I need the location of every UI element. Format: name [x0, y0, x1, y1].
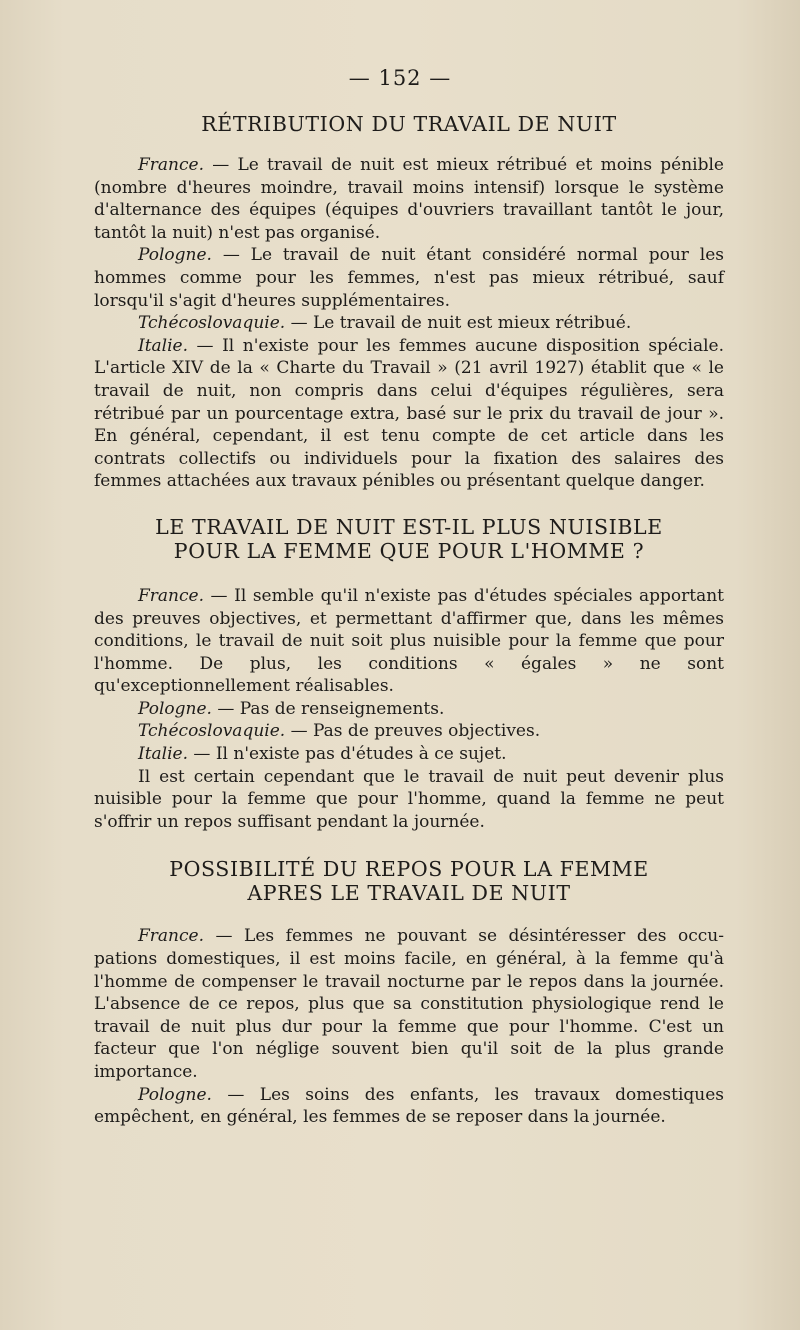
- paragraph-text: — Le travail de nuit est mieux rétribué.: [285, 313, 632, 334]
- heading-retribution: [94, 112, 724, 136]
- paragraph-france-retribution: [94, 154, 724, 244]
- paragraph-text: — Il n'existe pour les femmes aucune disposition spéciale. L'article XIV de la « Charte du Travail » (21 avril 1927) établit que « le travail de nuit, non compris dans celui d'équipes régulières, sera rétribué par un pourcentage extra, basé sur le prix du travail de jour ». En général, cependant, il est tenu compte de cet article dans les contrats collectifs ou individuels pour la fixation des salaires des femmes attachées aux travaux pénibles ou présentant quelque danger.: [94, 335, 724, 492]
- paragraph-text: — Il semble qu'il n'existe pas d'études spéciales apportant des preuves objectives, et permettant d'affirmer que, dans les mêmes conditions, le travail de nuit soit plus nuisible pour la femme que pour l'homme. De plus, les conditions « égales » ne sont qu'exceptionnellement réalisables.: [94, 585, 724, 697]
- paragraph-text: — Le travail de nuit étant considéré normal pour les hommes comme pour les femmes, n'est pas mieux rétribué, sauf lorsqu'il s'agit d'heures supplémentaires.: [94, 245, 724, 311]
- heading-line: POUR LA FEMME QUE POUR L'HOMME ?: [173, 538, 645, 563]
- country-label: Pologne.: [138, 698, 212, 719]
- country-label: Pologne.: [138, 245, 212, 266]
- country-label: France.: [138, 155, 204, 175]
- heading-line: POSSIBILITÉ DU REPOS POUR LA FEMME: [169, 857, 649, 882]
- page-number: — 152 —: [348, 66, 452, 90]
- paragraph-italie-retribution: [94, 335, 724, 493]
- paragraph-tchecoslovaquie-retribution: [94, 312, 724, 335]
- paragraph-text: — Le travail de nuit est mieux rétribué et moins pénible (nombre d'heures moindre, travail moins intensif) lorsque le système d'alternance des équipes (équipes d'ouvriers travaillant tantôt le jour, tantôt la nuit) n'est pas organisé.: [94, 155, 724, 243]
- paragraph-text: — Les soins des enfants, les travaux domestiques empêchent, en général, les femmes de se reposer dans la journée.: [94, 1084, 724, 1128]
- country-label: Italie.: [138, 744, 189, 765]
- paragraph-pologne-retribution: [94, 244, 724, 312]
- paragraph-pologne-nuisible: [94, 698, 724, 721]
- country-label: Pologne.: [138, 1084, 212, 1105]
- heading-line: RÉTRIBUTION DU TRAVAIL DE NUIT: [201, 112, 617, 136]
- country-label: France.: [138, 926, 204, 947]
- country-label: Tchécoslovaquie.: [138, 313, 286, 334]
- heading-repos: [94, 857, 724, 905]
- paragraph-france-repos: [94, 925, 724, 1083]
- heading-line: LE TRAVAIL DE NUIT EST-IL PLUS NUISIBLE: [155, 514, 663, 539]
- paragraph-france-nuisible: [94, 585, 724, 698]
- country-label: Italie.: [138, 335, 189, 356]
- paragraph-text: — Pas de preuves objectives.: [285, 721, 541, 742]
- page-content: [94, 112, 724, 1129]
- country-label: Tchécoslovaquie.: [138, 721, 286, 742]
- paragraph-text: — Il n'existe pas d'études à ce sujet.: [188, 744, 507, 765]
- paragraph-pologne-repos: [94, 1084, 724, 1129]
- heading-nuisible: [94, 515, 724, 563]
- paragraph-tchecoslovaquie-nuisible: [94, 720, 724, 743]
- paragraph-conclusion-nuisible: [94, 766, 724, 834]
- paragraph-text: — Les femmes ne pouvant se désintéresser des occupations domestiques, il est moins facile, en général, à la femme qu'à l'homme de compenser le travail nocturne par le repos dans la journée. L'absence de ce repos, plus que sa constitution physiologique rend le travail de nuit plus dur pour la femme que pour l'homme. C'est un facteur que l'on néglige souvent bien qu'il soit de la plus grande importance.: [94, 926, 724, 1082]
- paragraph-text: Il est certain cependant que le travail de nuit peut devenir plus nuisible pour la femme que pour l'homme, quand la femme ne peut s'offrir un repos suffisant pendant la journée.: [94, 766, 724, 832]
- country-label: France.: [138, 585, 204, 606]
- heading-line: APRES LE TRAVAIL DE NUIT: [247, 881, 571, 906]
- paragraph-italie-nuisible: [94, 743, 724, 766]
- paragraph-text: — Pas de renseignements.: [211, 698, 445, 719]
